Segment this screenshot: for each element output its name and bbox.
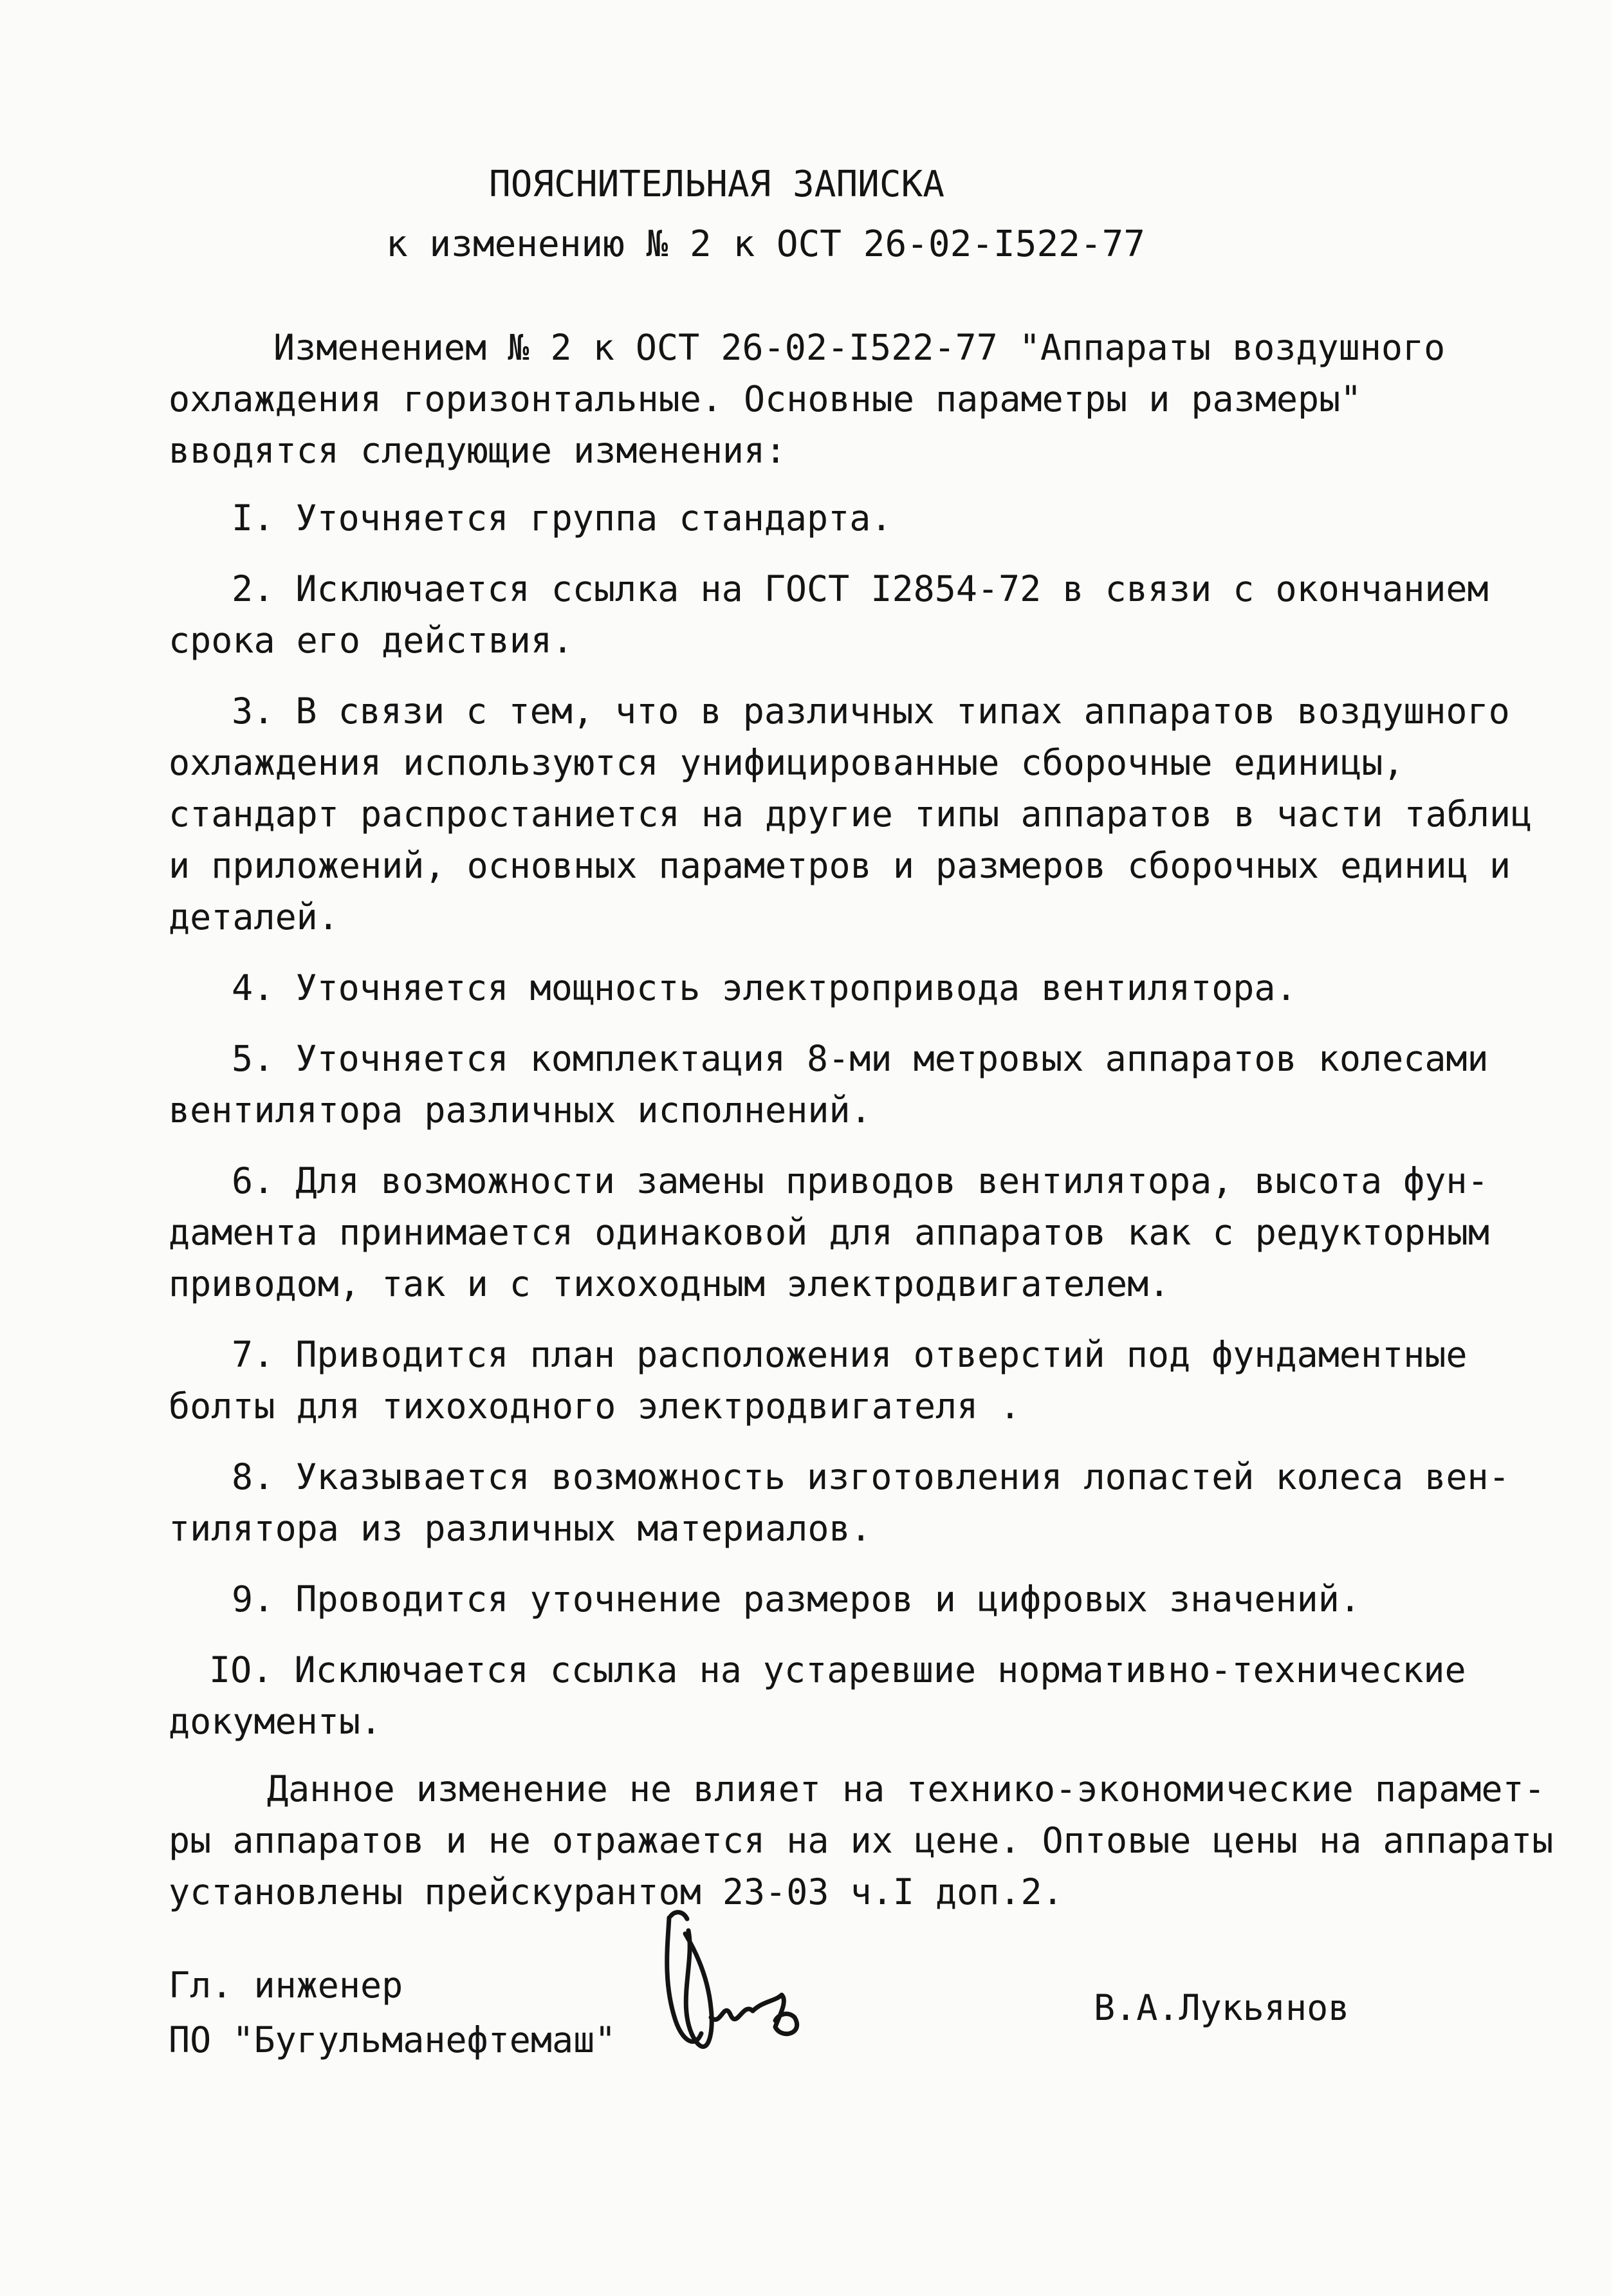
intro-line: охлаждения горизонтальные. Основные параметры и размеры": [169, 378, 1362, 420]
list-item: 6. Для возможности замены приводов вентилятора, высота фун-: [232, 1160, 1489, 1201]
document-subtitle: к изменению № 2 к ОСТ 26-02-I522-77: [386, 223, 1146, 265]
conclusion-line: ры аппаратов и не отражается на их цене. Оптовые цены на аппараты: [169, 1820, 1554, 1861]
list-item-continuation: срока его действия.: [169, 620, 574, 661]
list-item: 8. Указывается возможность изготовления лопастей колеса вен-: [232, 1456, 1510, 1497]
list-item: 7. Приводится план расположения отверстий под фундаментные: [232, 1334, 1468, 1375]
list-item-continuation: вентилятора различных исполнений.: [169, 1089, 872, 1131]
list-item-continuation: и приложений, основных параметров и размеров сборочных единиц и: [169, 845, 1511, 886]
list-item: 5. Уточняется комплектация 8-ми метровых аппаратов колесами: [232, 1038, 1489, 1079]
list-item-continuation: охлаждения используются унифицированные сборочные единицы,: [169, 742, 1404, 783]
conclusion-line: Данное изменение не влияет на технико-экономические парамет-: [267, 1768, 1545, 1810]
signatory-organization: ПО "Бугульманефтемаш": [169, 2019, 616, 2060]
list-item: 3. В связи с тем, что в различных типах аппаратов воздушного: [232, 690, 1510, 732]
list-item-continuation: тилятора из различных материалов.: [169, 1508, 872, 1549]
conclusion-line: установлены прейскурантом 23-03 ч.I доп.2.: [169, 1871, 1063, 1912]
list-item-continuation: приводом, так и с тихоходным электродвигателем.: [169, 1263, 1170, 1304]
list-item-continuation: документы.: [169, 1701, 382, 1742]
list-item: 9. Проводится уточнение размеров и цифровых значений.: [232, 1578, 1361, 1620]
intro-line: Изменением № 2 к ОСТ 26-02-I522-77 "Аппараты воздушного: [273, 327, 1446, 368]
list-item: I. Уточняется группа стандарта.: [232, 497, 892, 539]
list-item: 2. Исключается ссылка на ГОСТ I2854-72 в связи с окончанием: [232, 568, 1489, 609]
list-item-continuation: дамента принимается одинаковой для аппаратов как с редукторным: [169, 1212, 1489, 1253]
list-item-continuation: стандарт распростаниется на другие типы аппаратов в части таблиц: [169, 793, 1533, 835]
intro-line: вводятся следующие изменения:: [169, 430, 787, 471]
signatory-name: В.А.Лукьянов: [1094, 1987, 1350, 2028]
signatory-position: Гл. инженер: [169, 1965, 403, 2006]
list-item: 4. Уточняется мощность электропривода вентилятора.: [232, 967, 1297, 1008]
document-title: ПОЯСНИТЕЛЬНАЯ ЗАПИСКА: [489, 163, 945, 205]
list-item-continuation: болты для тихоходного электродвигателя .: [169, 1385, 1021, 1427]
list-item-continuation: деталей.: [169, 896, 339, 938]
handwritten-signature-icon: [650, 1905, 843, 2078]
list-item: IO. Исключается ссылка на устаревшие нормативно-технические: [209, 1649, 1466, 1690]
